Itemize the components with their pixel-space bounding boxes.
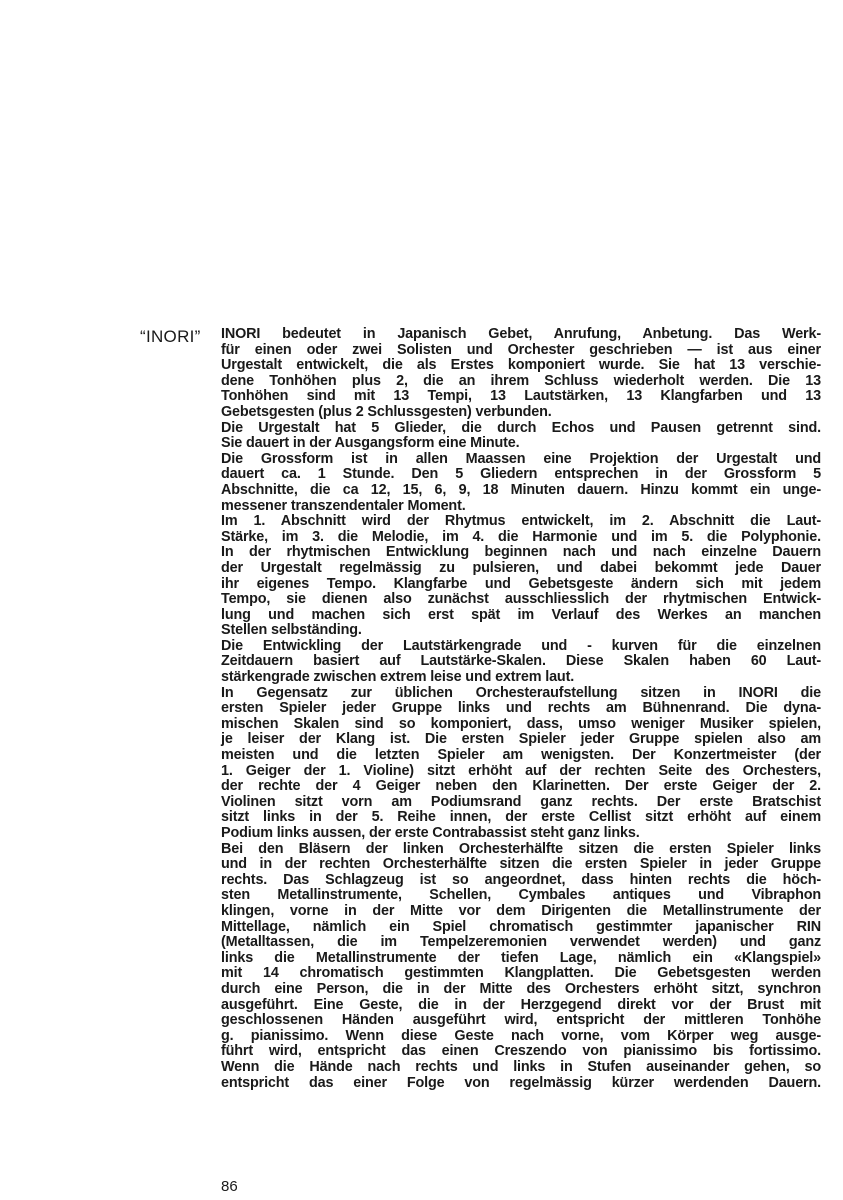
text-line: mischen Skalen sind so komponiert, dass, umso weniger Musiker spielen, xyxy=(221,715,821,732)
text-line: Mittellage, nämlich ein Spiel chromatisch gestimmter japanischer RIN xyxy=(221,918,821,935)
text-line: Die Grossform ist in allen Maassen eine Projektion der Urgestalt und xyxy=(221,450,821,467)
text-line: geschlossenen Händen ausgeführt wird, entspricht der mittleren Tonhöhe xyxy=(221,1012,821,1029)
text-line: In der rhytmischen Entwicklung beginnen nach und nach einzelne Dauern xyxy=(221,544,821,561)
text-line: meisten und die letzten Spieler am wenigsten. Der Konzertmeister (der xyxy=(221,747,821,764)
text-line: links die Metallinstrumente der tiefen Lage, nämlich ein «Klangspiel» xyxy=(221,949,821,966)
text-line: INORI bedeutet in Japanisch Gebet, Anrufung, Anbetung. Das Werk- xyxy=(221,326,821,342)
text-line: Die Entwickling der Lautstärkengrade und - kurven für die einzelnen xyxy=(221,637,821,654)
text-line: führt wird, entspricht das einen Creszendo von pianissimo bis fortissimo. xyxy=(221,1043,821,1060)
text-line: Die Urgestalt hat 5 Glieder, die durch Echos und Pausen getrennt sind. xyxy=(221,419,821,436)
text-line: klingen, vorne in der Mitte vor dem Dirigenten die Metallinstrumente der xyxy=(221,902,821,919)
text-line: Wenn die Hände nach rechts und links in Stufen auseinander gehen, so xyxy=(221,1058,821,1075)
text-line: ersten Spieler jeder Gruppe links und rechts am Bühnenrand. Die dyna- xyxy=(221,700,821,717)
text-line: mit 14 chromatisch gestimmten Klangplatten. Die Gebetsgesten werden xyxy=(221,965,821,982)
text-line: sitzt links in der 5. Reihe innen, der erste Cellist sitzt erhöht auf einem xyxy=(221,809,821,826)
text-line: Bei den Bläsern der linken Orchesterhälfte sitzen die ersten Spieler links xyxy=(221,840,821,857)
text-line: g. pianissimo. Wenn diese Geste nach vorne, vom Körper weg ausge- xyxy=(221,1027,821,1044)
text-line: dene Tonhöhen plus 2, die an ihrem Schluss wiederholt werden. Die 13 xyxy=(221,372,821,389)
text-line: sten Metallinstrumente, Schellen, Cymbales antiques und Vibraphon xyxy=(221,887,821,904)
text-line: je leiser der Klang ist. Die ersten Spieler jeder Gruppe spielen also am xyxy=(221,731,821,748)
text-line: In Gegensatz zur üblichen Orchesteraufstellung sitzen in INORI die xyxy=(221,684,821,701)
text-line: Tonhöhen sind mit 13 Tempi, 13 Lautstärken, 13 Klangfarben und 13 xyxy=(221,388,821,405)
text-line: der rechte der 4 Geiger neben den Klarinetten. Der erste Geiger der 2. xyxy=(221,778,821,795)
text-line: rechts. Das Schlagzeug ist so angeordnet, dass hinten rechts die höch- xyxy=(221,871,821,888)
text-line: 1. Geiger der 1. Violine) sitzt erhöht auf der rechten Seite des Orchesters, xyxy=(221,762,821,779)
text-line: lung und machen sich erst spät im Verlauf des Werkes an manchen xyxy=(221,606,821,623)
text-line: entspricht das einer Folge von regelmässig kürzer werdenden Dauern. xyxy=(221,1074,821,1091)
text-line: Gebetsgesten (plus 2 Schlussgesten) verbunden. xyxy=(221,403,552,420)
text-line: messener transzendentaler Moment. xyxy=(221,497,466,514)
text-line: der Urgestalt regelmässig zu pulsieren, und dabei bekommt jede Dauer xyxy=(221,559,821,576)
text-line: stärkengrade zwischen extrem leise und extrem laut. xyxy=(221,669,575,686)
text-line: für einen oder zwei Solisten und Orchester geschrieben — ist aus einer xyxy=(221,341,821,358)
text-line: Violinen sitzt vorn am Podiumsrand ganz rechts. Der erste Bratschist xyxy=(221,793,821,810)
text-line: Podium links aussen, der erste Contrabassist steht ganz links. xyxy=(221,825,640,841)
text-line: durch eine Person, die in der Mitte des Orchesters erhöht sitzt, synchron xyxy=(221,980,821,997)
text-line: und in der rechten Orchesterhälfte sitzen die ersten Spieler in jeder Gruppe xyxy=(221,856,821,873)
section-title: “INORI” xyxy=(140,327,201,346)
text-line: Tempo, sie dienen also zunächst ausschliesslich der rhytmischen Entwick- xyxy=(221,591,821,608)
body-text xyxy=(221,327,821,1091)
text-line: (Metalltassen, die im Tempelzeremonien verwendet werden) und ganz xyxy=(221,934,821,951)
text-line: dauert ca. 1 Stunde. Den 5 Gliedern entsprechen in der Grossform 5 xyxy=(221,466,821,483)
text-line: Abschnitte, die ca 12, 15, 6, 9, 18 Minuten dauern. Hinzu kommt ein unge- xyxy=(221,481,821,498)
text-line: ihr eigenes Tempo. Klangfarbe und Gebetsgeste ändern sich mit jedem xyxy=(221,575,821,592)
page-number: 86 xyxy=(221,1178,238,1195)
text-line: ausgeführt. Eine Geste, die in der Herzgegend direkt vor der Brust mit xyxy=(221,996,821,1013)
text-line: Sie dauert in der Ausgangsform eine Minute. xyxy=(221,435,520,452)
text-line: Stärke, im 3. die Melodie, im 4. die Harmonie und im 5. die Polyphonie. xyxy=(221,528,821,545)
text-line: Zeitdauern basiert auf Lautstärke-Skalen. Diese Skalen haben 60 Laut- xyxy=(221,653,821,670)
text-line: Im 1. Abschnitt wird der Rhytmus entwickelt, im 2. Abschnitt die Laut- xyxy=(221,513,821,530)
text-line: Urgestalt entwickelt, die als Erstes komponiert wurde. Sie hat 13 verschie- xyxy=(221,357,821,374)
text-line: Stellen selbständing. xyxy=(221,622,362,639)
